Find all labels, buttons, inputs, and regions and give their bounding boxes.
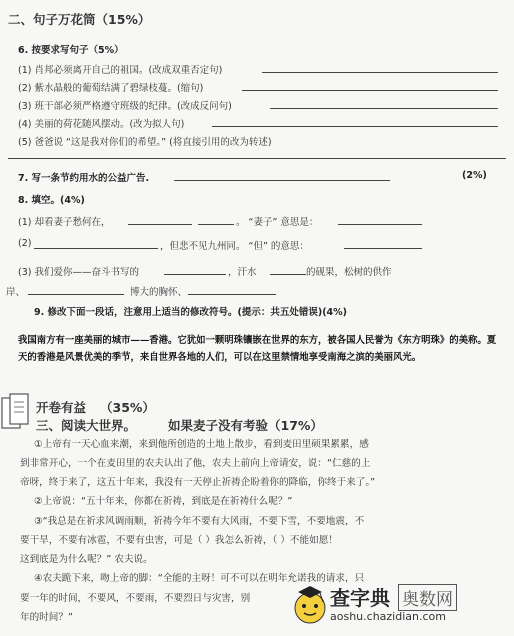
answer-line-q8-4b[interactable] <box>188 294 276 295</box>
watermark-sub: 奥数网 <box>398 584 457 611</box>
q8-line-3c: 的砚果，松树的供作 <box>306 267 392 278</box>
q8-line-4b: 博大的胸怀、 <box>130 287 188 298</box>
q6-item-2: (2) 紫水晶般的葡萄结满了碧绿枝蔓。(缩句) <box>18 83 204 94</box>
answer-line-q8-4a[interactable] <box>28 294 124 295</box>
answer-line-q8-1a[interactable] <box>128 224 192 225</box>
q6-item-4: (4) 美丽的荷花随风摆动。(改为拟人句) <box>18 119 185 130</box>
question-7-score: (2%) <box>462 170 487 181</box>
story-title: 如果麦子没有考验（17%） <box>168 418 323 433</box>
answer-line-q6-3[interactable] <box>270 108 498 109</box>
answer-line-q6-2[interactable] <box>242 90 498 91</box>
story-line-10: 年的时间？” <box>20 612 73 623</box>
q6-item-3: (3) 班干部必须严格遵守班级的纪律。(改成反问句) <box>18 101 232 112</box>
story-line-8: ④农夫跪下来，吻上帝的脚：“全能的主呀！可不可以在明年允诺我的请求，只 <box>34 573 365 584</box>
q8-line-3a: (3) 我们爱你——奋斗书写的 <box>18 267 139 278</box>
story-line-2: 到非常开心，一个在麦田里的农夫认出了他，农夫上前向上帝请安，说：“仁慈的上 <box>20 458 371 469</box>
story-line-5: ③“我总是在祈求风调雨顺，祈祷今年不要有大风雨，不要下雪，不要地震，不 <box>34 516 365 527</box>
story-line-9: 要一年的时间，不要风，不要雨，不要烈日与灾害，别 <box>20 593 251 604</box>
q8-line-1b: 。 “妻子” 意思是： <box>236 217 319 228</box>
answer-line-q8-3a[interactable] <box>164 274 226 275</box>
answer-line-q6-1[interactable] <box>262 72 498 73</box>
q8-line-3b: ，汗水 <box>228 267 257 278</box>
section-3-score: （35%） <box>100 400 155 415</box>
passage-to-correct: 我国南方有一座美丽的城市——香港。它犹如一颗明珠镶嵌在世界的东方，被各国人民誉为《东方明珠》的美称。夏天的香港是风景优美的季节，来自世界各地的人们，可以在这里禁情地享受南海之滨的美丽风光。 <box>18 335 497 363</box>
q6-item-5: (5) 爸爸说 “这是我对你们的希望。” (将直接引用的改为转述) <box>18 137 272 148</box>
q6-item-1: (1) 肖邦必须离开自己的祖国。(改成双重否定句) <box>18 65 223 76</box>
question-6-heading: 6. 按要求写句子（5%） <box>18 45 124 56</box>
answer-line-q8-2a[interactable] <box>34 248 158 249</box>
question-7-text: 7. 写一条节约用水的公益广告. <box>18 173 150 184</box>
answer-line-q6-4[interactable] <box>212 126 498 127</box>
story-line-7: 这到底是为什么呢？” 农夫说。 <box>20 554 153 565</box>
answer-line-q8-1b[interactable] <box>198 224 234 225</box>
story-line-3: 帝呀，终于来了，这五十年来，我没有一天停止祈祷企盼着你的降临，你终于来了。” <box>20 477 376 488</box>
story-line-1: ①上帝有一天心血来潮，来到他所创造的土地上散步，看到麦田里硕果累累，感 <box>34 439 369 450</box>
watermark-brand: 查字典 <box>330 586 390 610</box>
story-line-4: ②上帝说：“五十年来，你都在祈祷，到底是在祈祷什么呢？” <box>34 496 293 507</box>
answer-line-q7[interactable] <box>174 180 390 181</box>
section-3-subtitle: 三、阅读大世界。 <box>36 418 137 433</box>
q8-line-2a: (2) <box>18 238 32 249</box>
answer-line-q8-2b[interactable] <box>344 248 422 249</box>
question-8-heading: 8. 填空。(4%) <box>18 195 85 206</box>
section-2-title: 二、句子万花筒（15%） <box>8 12 151 27</box>
watermark-logo <box>290 580 504 630</box>
q8-line-2b: ，但悲不见九州同。 “但” 的意思： <box>160 241 309 252</box>
answer-line-q8-1c[interactable] <box>338 224 422 225</box>
q8-line-1a: (1) 却看妻子愁何在， <box>18 217 111 228</box>
book-icon <box>0 388 36 436</box>
question-9-text: 9. 修改下面一段话，注意用上适当的修改符号。(提示：共五处错误)(4%) <box>34 307 348 318</box>
q8-line-4a: 岸、 <box>6 287 26 298</box>
watermark-url: aoshu.chazidian.com <box>330 610 446 623</box>
answer-line-q8-3b[interactable] <box>270 274 306 275</box>
answer-line-q6-5[interactable] <box>8 158 506 159</box>
story-line-6: 要干旱，不要有冰雹，不要有虫害，可是（ ）我怎么祈祷，（ ）不能如愿！ <box>20 535 338 546</box>
section-3-badge: 开卷有益 <box>36 400 87 415</box>
